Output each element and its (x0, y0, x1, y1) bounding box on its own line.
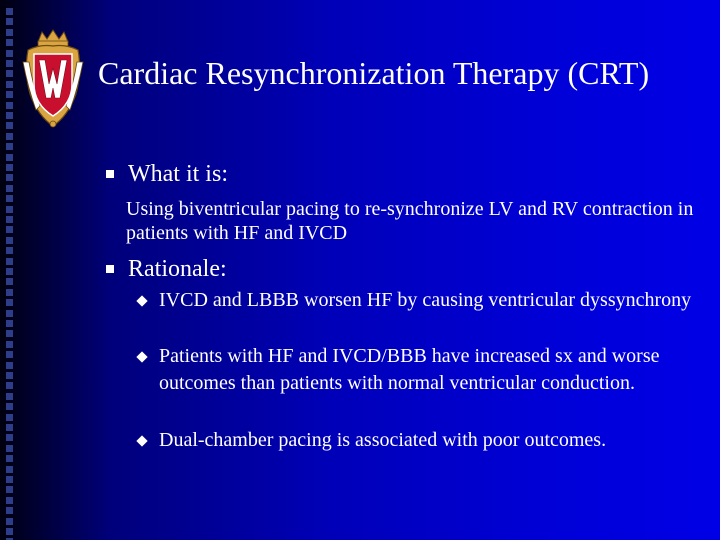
square-bullet-icon (106, 265, 114, 273)
decorative-square (6, 29, 13, 36)
list-item: IVCD and LBBB worsen HF by causing ventricular dyssynchrony (159, 289, 692, 311)
decorative-square (6, 81, 13, 88)
decorative-square (6, 154, 13, 161)
decorative-square (6, 299, 13, 306)
decorative-square (6, 403, 13, 410)
decorative-square (6, 310, 13, 317)
decorative-square (6, 133, 13, 140)
decorative-square (6, 60, 13, 67)
decorative-square (6, 122, 13, 129)
decorative-square (6, 414, 13, 421)
decorative-square (6, 528, 13, 535)
decorative-square (6, 8, 13, 15)
decorative-square (6, 351, 13, 358)
decorative-square (6, 330, 13, 337)
bullet-heading-what-it-is: What it is: (128, 161, 228, 187)
decorative-square (6, 455, 13, 462)
decorative-square (6, 486, 13, 493)
decorative-square (6, 206, 13, 213)
bullet-heading-rationale: Rationale: (128, 256, 227, 282)
diamond-bullet-icon (136, 295, 147, 306)
decorative-square (6, 258, 13, 265)
decorative-square (6, 320, 13, 327)
decorative-square (6, 216, 13, 223)
square-bullet-icon (106, 170, 114, 178)
decorative-square (6, 382, 13, 389)
decorative-square (6, 518, 13, 525)
decorative-square (6, 476, 13, 483)
decorative-square (6, 507, 13, 514)
decorative-square (6, 393, 13, 400)
decorative-square (6, 174, 13, 181)
decorative-square (6, 164, 13, 171)
decorative-square (6, 424, 13, 431)
decorative-square (6, 70, 13, 77)
decorative-square (6, 237, 13, 244)
decorative-square (6, 497, 13, 504)
decorative-square (6, 112, 13, 119)
decorative-square (6, 18, 13, 25)
decorative-square (6, 226, 13, 233)
decorative-square (6, 195, 13, 202)
decorative-square (6, 39, 13, 46)
decorative-square (6, 247, 13, 254)
decorative-square (6, 102, 13, 109)
decorative-square-column (0, 0, 22, 540)
decorative-square (6, 268, 13, 275)
decorative-square (6, 341, 13, 348)
decorative-square (6, 91, 13, 98)
slide-title: Cardiac Resynchronization Therapy (CRT) (98, 55, 650, 91)
list-item: Dual-chamber pacing is associated with poor outcomes. (159, 429, 607, 451)
decorative-square (6, 143, 13, 150)
list-item: Patients with HF and IVCD/BBB have increased sx and worse outcomes than patients with normal ventricular conduction. (159, 345, 660, 394)
decorative-square (6, 445, 13, 452)
decorative-square (6, 289, 13, 296)
decorative-square (6, 278, 13, 285)
bullet-body-what-it-is: Using biventricular pacing to re-synchronize LV and RV contraction in patients with HF and IVCD (126, 198, 694, 244)
decorative-square (6, 185, 13, 192)
decorative-square (6, 362, 13, 369)
decorative-square (6, 434, 13, 441)
decorative-square (6, 466, 13, 473)
decorative-square (6, 372, 13, 379)
decorative-square (6, 50, 13, 57)
diamond-bullet-icon (136, 351, 147, 362)
diamond-bullet-icon (136, 435, 147, 446)
university-crest-icon (20, 28, 86, 130)
